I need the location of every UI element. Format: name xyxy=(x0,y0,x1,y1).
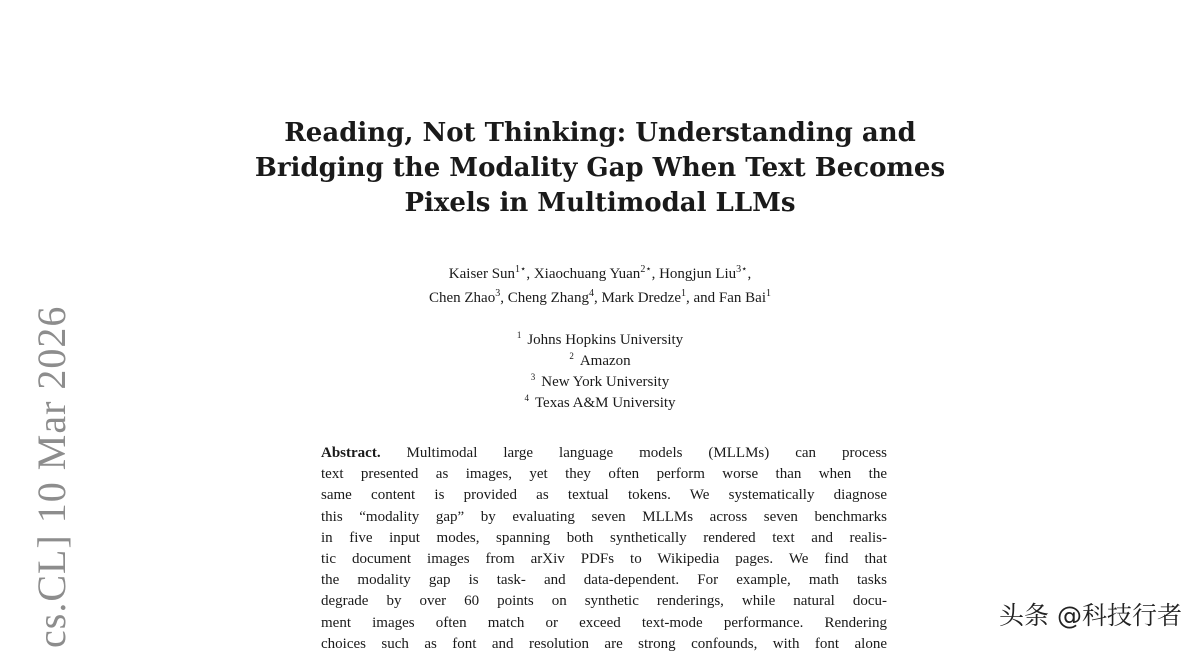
abstract-line: degrade by over 60 points on synthetic renderings, while natural docu- xyxy=(321,593,887,610)
author-affil-mark: 1 xyxy=(681,288,686,299)
affiliation-number: 4 xyxy=(524,393,529,403)
abstract-line: tic document images from arXiv PDFs to Wikipedia pages. We find that xyxy=(321,551,887,568)
title-line: Bridging the Modality Gap When Text Becomes xyxy=(254,153,946,183)
affiliation-number: 2 xyxy=(569,351,574,361)
affiliation xyxy=(400,372,800,393)
arxiv-sidebar-stamp: cs.CL] 10 Mar 2026 xyxy=(29,305,74,648)
abstract-line: text presented as images, yet they often perform worse than when the xyxy=(321,466,887,483)
affiliation-name: Amazon xyxy=(579,353,631,369)
affiliation-name: New York University xyxy=(541,374,670,390)
author-affil-mark: 3⋆ xyxy=(736,264,748,275)
author-name: Cheng Zhang xyxy=(507,290,589,306)
toutiao-watermark: 头条 @科技行者 xyxy=(999,601,1182,630)
abstract-line: the modality gap is task- and data-dependent. For example, math tasks xyxy=(321,572,887,589)
affiliation-list xyxy=(400,330,800,414)
author-name: Chen Zhao xyxy=(428,290,496,306)
abstract-line: choices such as font and resolution are strong confounds, with font alone xyxy=(321,635,887,652)
abstract-line xyxy=(321,443,887,464)
author-line: Chen Zhao$^3$, Cheng Zhang$^4$, Mark Dredze$^1$, and Fan Bai$^1$ xyxy=(428,288,772,306)
author-line: Kaiser Sun$^{1⋆}$, Xiaochuang Yuan$^{2⋆}$, Hongjun Liu$^{3⋆}$, xyxy=(448,264,752,282)
affiliation-name: Texas A&M University xyxy=(534,395,676,411)
title-line: Reading, Not Thinking: Understanding and xyxy=(284,118,916,148)
author-name: Mark Dredze xyxy=(601,290,681,306)
affiliation xyxy=(400,330,800,351)
author-name: Kaiser Sun xyxy=(448,266,516,282)
affiliation xyxy=(400,393,800,414)
author-name: Xiaochuang Yuan xyxy=(533,266,641,282)
paper-title xyxy=(250,116,950,221)
abstract-line: same content is provided as textual tokens. We systematically diagnose xyxy=(321,487,887,504)
affiliation-number: 1 xyxy=(516,330,522,340)
abstract-line: in five input modes, spanning both synthetically rendered text and realis- xyxy=(321,529,887,546)
abstract-text: Multimodal large language models (MLLMs) can process xyxy=(406,445,887,461)
abstract-label: Abstract. xyxy=(321,445,381,461)
title-line: Pixels in Multimodal LLMs xyxy=(404,188,796,218)
abstract-line: this “modality gap” by evaluating seven MLLMs across seven benchmarks xyxy=(321,508,887,525)
affiliation-number: 3 xyxy=(530,372,536,382)
author-name: Hongjun Liu xyxy=(659,266,737,282)
affiliation-name: Johns Hopkins University xyxy=(527,332,684,348)
author-affil-mark: 4 xyxy=(588,288,594,299)
abstract xyxy=(321,443,887,655)
abstract-line: ment images often match or exceed text-mode performance. Rendering xyxy=(321,614,887,631)
author-list xyxy=(300,262,900,310)
author-affil-mark: 1 xyxy=(766,288,772,299)
author-affil-mark: 2⋆ xyxy=(640,264,652,275)
affiliation xyxy=(400,351,800,372)
author-name: Fan Bai xyxy=(718,290,767,306)
author-affil-mark: 3 xyxy=(495,288,501,299)
author-affil-mark: 1⋆ xyxy=(515,264,527,275)
